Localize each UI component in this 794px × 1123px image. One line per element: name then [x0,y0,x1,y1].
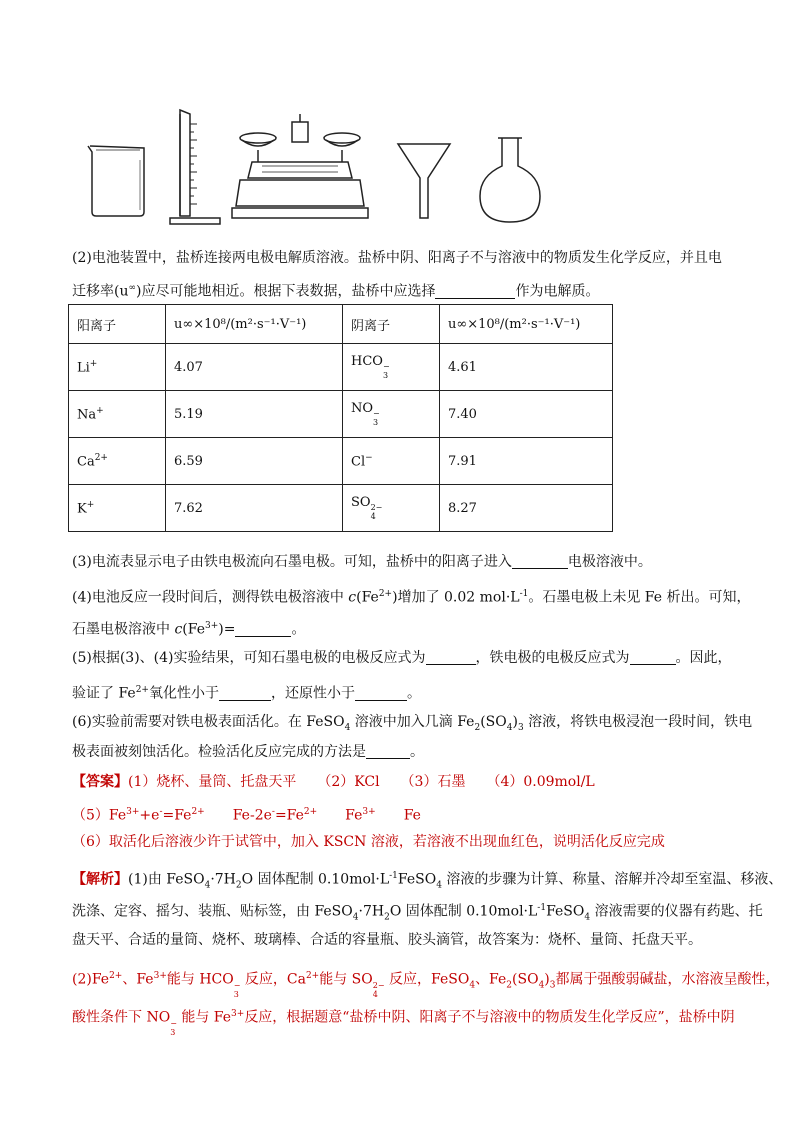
round-bottom-flask-icon [480,138,540,222]
analysis-line2: 洗涤、定容、摇匀、装瓶、贴标签，由 $FeSO_4\cdot 7H_2O$ 固体配制 $0.10mol\cdot L^{-1}FeSO_4$ 溶液需要的仪器有药匙、托 [72,903,763,923]
cation-value-cell: 4.07 [166,344,343,391]
anion-cell: NO − 3 [343,391,440,438]
answer-blank[interactable] [512,552,568,569]
funnel-icon [398,144,450,218]
table-row [69,438,613,485]
question-3: (3)电流表显示电子由铁电极流向石墨电极。可知，盐桥中的阳离子进入 电极溶液中。 [72,554,652,570]
anion-value-cell: 8.27 [440,485,613,532]
table-row [69,485,613,532]
table-row [69,344,613,391]
answer-blank[interactable] [426,648,476,665]
cation-value-cell: 6.59 [166,438,343,485]
anion-value-cell: 4.61 [440,344,613,391]
analysis-line5: 酸性条件下 NO − 3 能与 $Fe^{3+}$反应，根据题意“盐桥中阴、阳离子不与溶液中的物质发生化学反应”，盐桥中阴 [72,1009,735,1037]
answer-blank[interactable] [235,620,291,637]
lab-apparatus-illustration [80,100,560,230]
answer-blank[interactable] [435,282,515,299]
anion-cell: SO 2− 4 [343,485,440,532]
analysis-line1: 【解析】(1)由 $FeSO_4\cdot 7H_2O$ 固体配制 $0.10mol\cdot L^{-1}FeSO_4$ 溶液的步骤为计算、称量、溶解并冷却至室温、移液、 [72,871,783,891]
anion-value-cell: 7.40 [440,391,613,438]
ion-mobility-table [68,304,613,532]
analysis-line3: 盘天平、合适的量筒、烧杯、玻璃棒、合适的容量瓶、胶头滴管，故答案为：烧杯、量筒、托盘天平。 [72,932,702,948]
cation-cell: Na+ [69,391,166,438]
balance-scale-icon [232,114,368,218]
cation-value-cell: 5.19 [166,391,343,438]
question-2-line1: (2)电池装置中，盐桥连接两电极电解质溶液。盐桥中阴、阳离子不与溶液中的物质发生化学反应，并且电 [72,250,722,266]
question-5-line1: (5)根据(3)、(4)实验结果，可知石墨电极的电极反应式为 ，铁电极的电极反应式为 。因此， [72,650,732,666]
header-cation-mobility: u∞×10⁸/(m²·s⁻¹·V⁻¹) [166,305,343,344]
anion-value-cell: 7.91 [440,438,613,485]
header-anion-mobility: u∞×10⁸/(m²·s⁻¹·V⁻¹) [440,305,613,344]
beaker-icon [88,146,144,216]
analysis-tag: 【解析】 [72,871,128,888]
table-row [69,391,613,438]
answer-blank[interactable] [219,684,271,701]
anion-cell: HCO − 3 [343,344,440,391]
question-6-line1: (6)实验前需要对铁电极表面活化。在 FeSO$_4$ 溶液中加入几滴 $Fe_2(SO_4)_3$ 溶液，将铁电极浸泡一段时间，铁电 [72,714,753,733]
cation-cell: Li+ [69,344,166,391]
question-2-line2: 迁移率(u∞)应尽可能地相近。根据下表数据，盐桥中应选择 作为电解质。 [72,283,600,300]
answer-line3: （6）取活化后溶液少许于试管中，加入 KSCN 溶液，若溶液不出现血红色，说明活化反应完成 [72,834,665,850]
graduated-cylinder-icon [170,110,220,224]
answer-blank[interactable] [366,742,410,759]
cation-cell: K+ [69,485,166,532]
header-anion: 阴离子 [343,305,440,344]
question-4-line2: 石墨电极溶液中 $c(Fe^{3+})=$ 。 [72,621,306,638]
question-6-line2: 极表面被刻蚀活化。检验活化反应完成的方法是 。 [72,744,424,760]
cation-cell: $Ca^{2+}$ [69,438,166,485]
question-5-line2: 验证了 $Fe^{2+}$氧化性小于 ，还原性小于 。 [72,685,421,702]
analysis-line4: $(2)Fe^{2+}$、$Fe^{3+}$能与 HCO − 3 反应，$Ca^{2+}$能与 SO 2− 4 反应，FeSO$_4$、$Fe_2(SO_4)_3$都属于强酸弱碱盐，水溶液呈酸性， [72,971,780,999]
table-header-row [69,305,613,344]
answer-blank[interactable] [355,684,407,701]
header-cation: 阳离子 [69,305,166,344]
question-4-line1: (4)电池反应一段时间后，测得铁电极溶液中 $c(Fe^{2+})$增加了 0.02 $mol\cdot L^{-1}$。石墨电极上未见 Fe 析出。可知， [72,589,751,606]
answer-line2: $(5)Fe^{3+}+e^-=Fe^{2+}$ $Fe-2e^-=Fe^{2+}$ $Fe^{3+}$ Fe [72,807,421,824]
anion-cell: Cl− [343,438,440,485]
answer-tag: 【答案】 [72,774,128,790]
cation-value-cell: 7.62 [166,485,343,532]
answer-blank[interactable] [630,648,676,665]
answer-line1: 【答案】(1）烧杯、量筒、托盘天平 （2）KCl （3）石墨 （4）0.09mol/L [72,774,595,790]
